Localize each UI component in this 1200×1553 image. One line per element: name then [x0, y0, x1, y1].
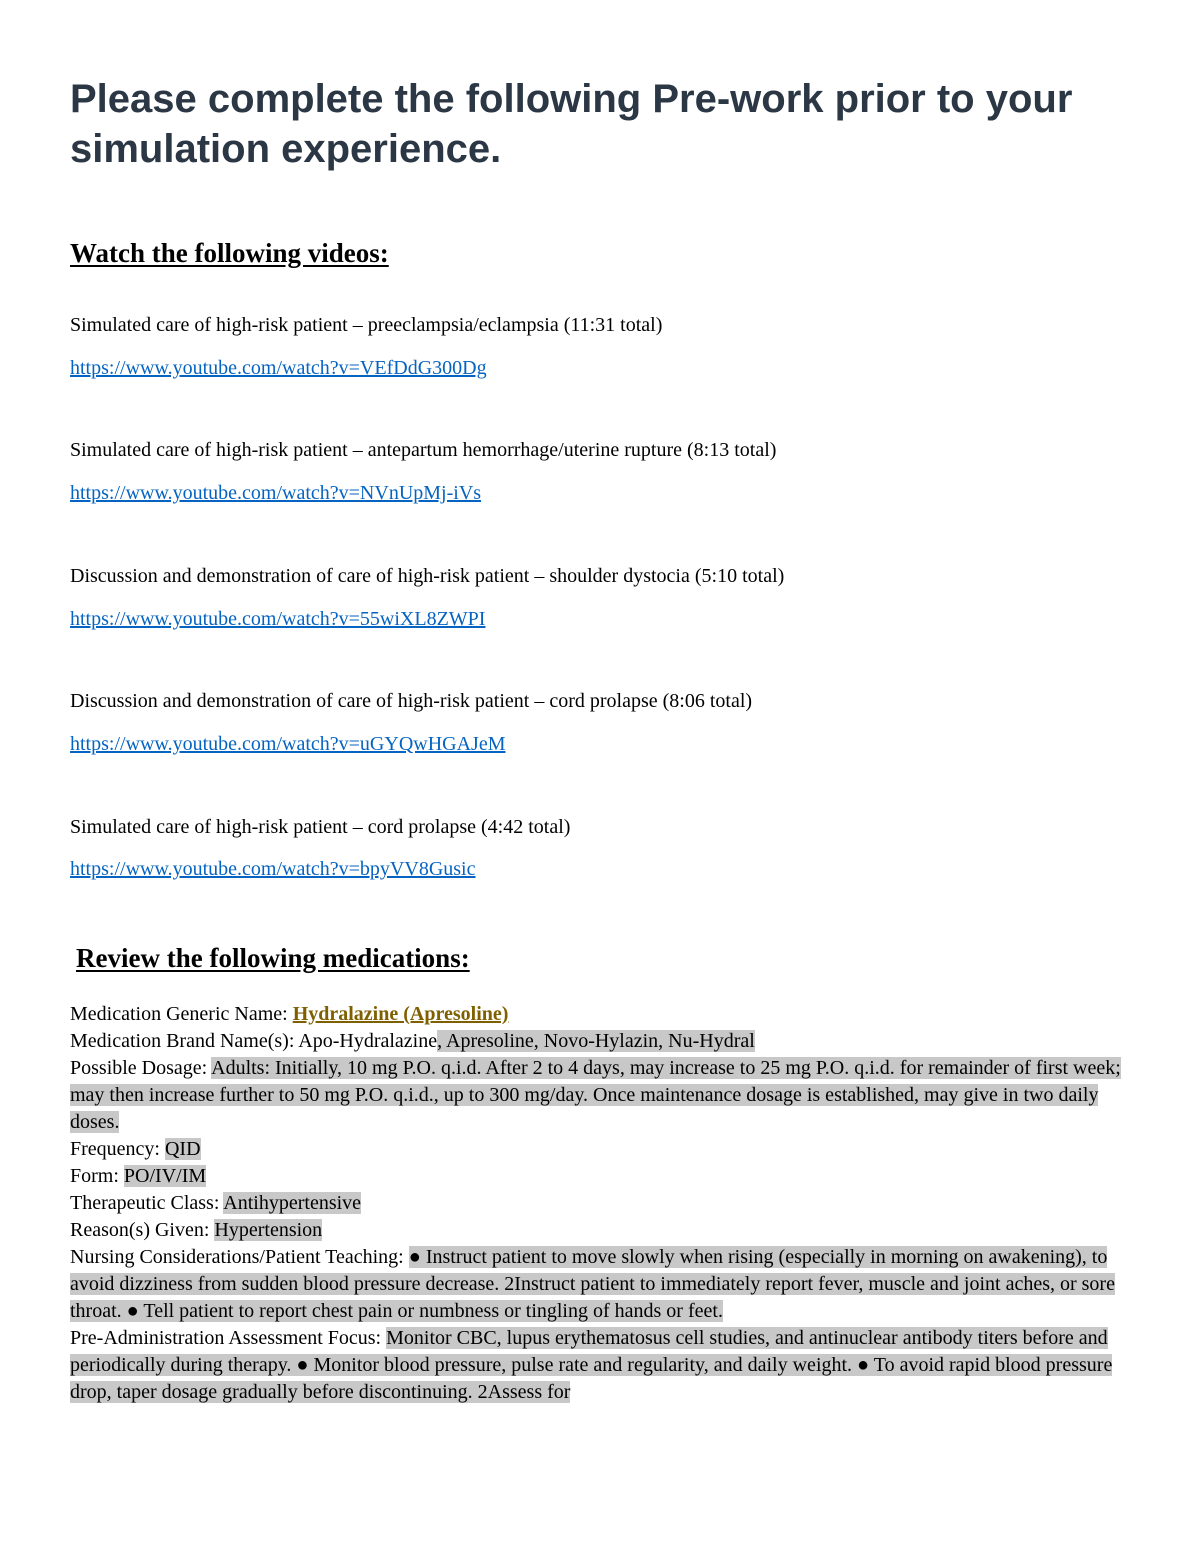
assessment-focus-value: Monitor CBC, lupus erythematosus cell studies, and antinuclear antibody titers before and periodically during therapy. ● Monitor blood pressure, pulse rate and regularity, and daily weight. ● To avoid rapid blood pressure drop, taper dosage gradually before discontinuing. 2Assess for — [70, 1327, 1113, 1403]
therapeutic-class-value: Antihypertensive — [223, 1192, 362, 1214]
video-description-4: Discussion and demonstration of care of high-risk patient – cord prolapse (8:06 total) — [70, 690, 753, 712]
generic-name-row — [70, 1001, 1135, 1028]
therapeutic-class-row — [70, 1190, 1135, 1217]
video-description-1: Simulated care of high-risk patient – preeclampsia/eclampsia (11:31 total) — [70, 314, 663, 336]
video-link-4[interactable]: https://www.youtube.com/watch?v=uGYQwHGAJeM — [70, 733, 506, 755]
dosage-label: Possible Dosage: — [70, 1057, 212, 1079]
nursing-considerations-label: Nursing Considerations/Patient Teaching: — [70, 1246, 409, 1268]
reason-label: Reason(s) Given: — [70, 1219, 215, 1241]
therapeutic-class-label: Therapeutic Class: — [70, 1192, 224, 1214]
brand-name-value-highlighted: , Apresoline, Novo-Hylazin, Nu-Hydral — [437, 1030, 755, 1052]
generic-name-label: Medication Generic Name: — [70, 1003, 293, 1025]
frequency-row — [70, 1136, 1135, 1163]
dosage-row — [70, 1055, 1135, 1136]
frequency-label: Frequency: — [70, 1138, 165, 1160]
nursing-considerations-value: ● Instruct patient to move slowly when rising (especially in morning on awakening), to avoid dizziness from sudden blood pressure decrease. 2Instruct patient to immediately report fever, muscle and joint aches, or sore throat. ● Tell patient to report chest pain or numbness or tingling of hands or feet. — [70, 1246, 1115, 1322]
video-link-3[interactable]: https://www.youtube.com/watch?v=55wiXL8ZWPI — [70, 608, 486, 630]
medication-card — [70, 1001, 1135, 1406]
brand-name-row — [70, 1028, 1135, 1055]
video-description-5: Simulated care of high-risk patient – cord prolapse (4:42 total) — [70, 816, 571, 838]
assessment-focus-label: Pre-Administration Assessment Focus: — [70, 1327, 387, 1349]
medications-heading: Review the following medications: — [76, 943, 470, 973]
form-value: PO/IV/IM — [123, 1165, 207, 1187]
brand-name-label: Medication Brand Name(s): — [70, 1030, 299, 1052]
page-title: Please complete the following Pre-work prior to your simulation experience. — [70, 77, 1073, 171]
nursing-considerations-row — [70, 1244, 1135, 1325]
frequency-value: QID — [164, 1138, 201, 1160]
video-link-5[interactable]: https://www.youtube.com/watch?v=bpyVV8Gusic — [70, 858, 476, 880]
video-link-1[interactable]: https://www.youtube.com/watch?v=VEfDdG300Dg — [70, 357, 487, 379]
form-row — [70, 1163, 1135, 1190]
video-link-2[interactable]: https://www.youtube.com/watch?v=NVnUpMj-iVs — [70, 482, 482, 504]
video-description-2: Simulated care of high-risk patient – antepartum hemorrhage/uterine rupture (8:13 total) — [70, 439, 777, 461]
generic-name-link[interactable]: Hydralazine (Apresoline) — [292, 1003, 509, 1025]
reason-value: Hypertension — [214, 1219, 323, 1241]
dosage-value: Adults: Initially, 10 mg P.O. q.i.d. After 2 to 4 days, may increase to 25 mg P.O. q.i.d. for remainder of first week; may then increase further to 50 mg P.O. q.i.d., up to 300 mg/day. Once maintenance dosage is established, may give in two daily doses. — [70, 1057, 1121, 1133]
video-description-3: Discussion and demonstration of care of high-risk patient – shoulder dystocia (5:10 total) — [70, 565, 785, 587]
form-label: Form: — [70, 1165, 124, 1187]
reason-row — [70, 1217, 1135, 1244]
assessment-focus-row — [70, 1325, 1135, 1406]
brand-name-value: Apo-Hydralazine — [298, 1030, 438, 1052]
videos-heading: Watch the following videos: — [70, 238, 389, 268]
